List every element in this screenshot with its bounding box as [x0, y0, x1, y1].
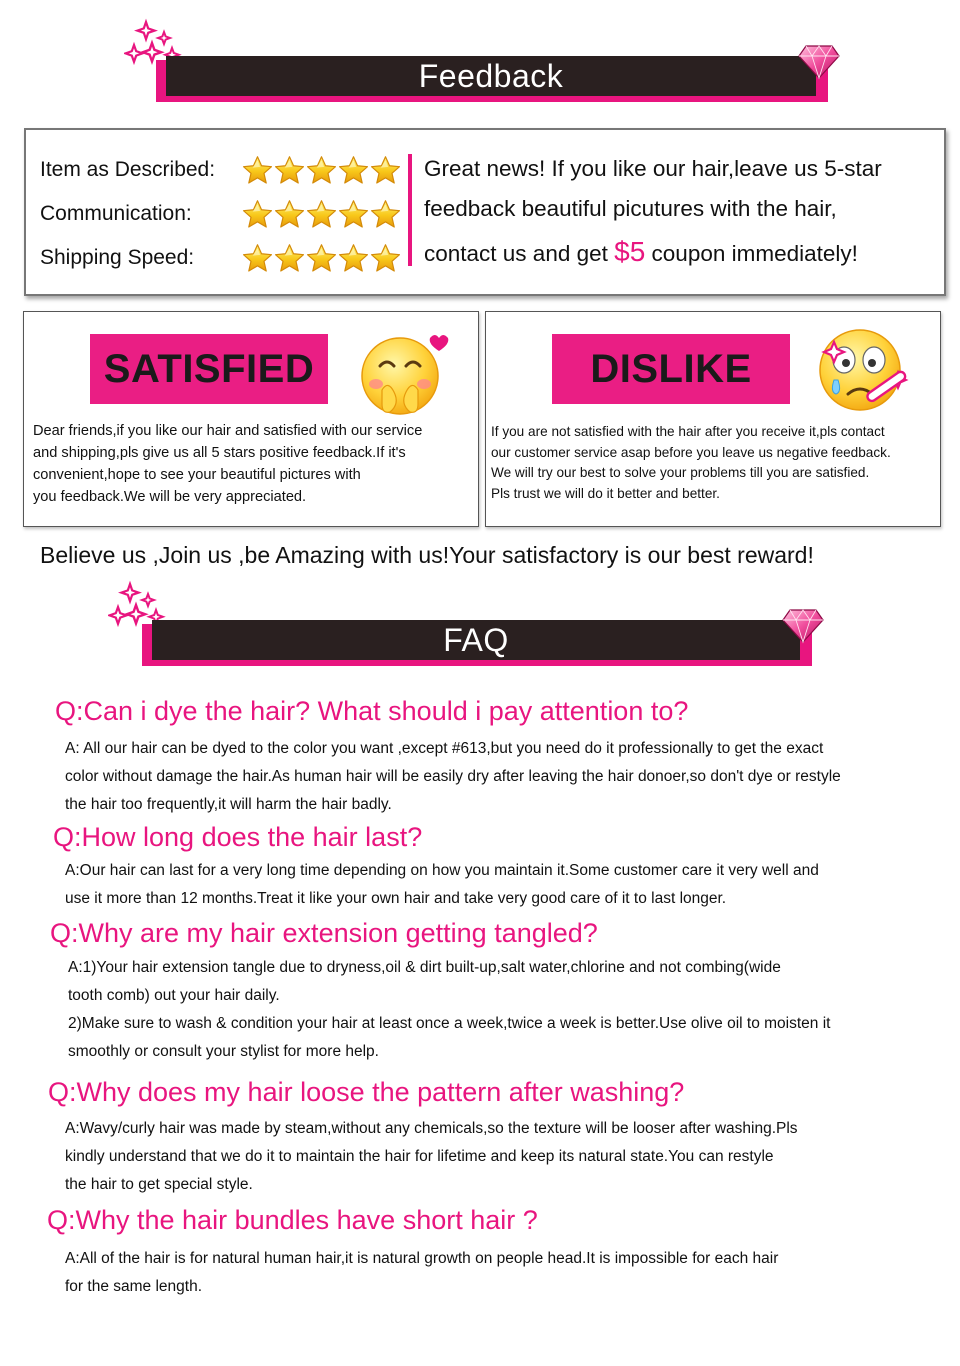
happy-emoji-icon — [352, 320, 452, 420]
diamond-icon — [782, 606, 824, 644]
star-rating — [242, 243, 401, 274]
feedback-banner — [0, 18, 960, 108]
star-rating — [242, 155, 401, 186]
answer-line: tooth comb) out your hair daily. — [68, 987, 280, 1004]
message-line: Dear friends,if you like our hair and satisfied with our service — [33, 423, 423, 439]
answer-line: color without damage the hair.As human hair will be easily dry after leaving the hair donoer,so don't dye or restyle — [65, 768, 841, 785]
star-icon — [338, 155, 369, 186]
banner-title: FAQ — [443, 621, 509, 658]
answer-line: A:Wavy/curly hair was made by steam,without any chemicals,so the texture will be looser after washing.Pls — [65, 1120, 798, 1137]
diamond-icon — [798, 42, 840, 80]
rating-row-shipping — [40, 240, 401, 276]
promo-line-3 — [424, 236, 858, 268]
faq-question: Q:Why does my hair loose the pattern after washing? — [48, 1077, 685, 1107]
faq-question: Q:Why the hair bundles have short hair ? — [47, 1205, 538, 1235]
star-icon — [306, 199, 337, 230]
slogan: Believe us ,Join us ,be Amazing with us!Your satisfactory is our best reward! — [40, 542, 814, 568]
message-line: our customer service asap before you leave us negative feedback. — [491, 444, 891, 460]
faq-answer — [65, 857, 819, 913]
banner-bar — [166, 56, 816, 96]
banner-title: Feedback — [418, 57, 564, 94]
rating-label: Shipping Speed: — [40, 246, 195, 269]
rating-row-item — [40, 152, 401, 188]
promo-line-2: feedback beautiful picutures with the hair, — [424, 196, 837, 221]
star-rating — [242, 199, 401, 230]
dislike-message — [491, 422, 891, 504]
answer-line: A: All our hair can be dyed to the color you want ,except #613,but you need do it professionally to get the exact — [65, 740, 824, 757]
answer-line: the hair too frequently,it will harm the hair badly. — [65, 796, 392, 813]
message-line: We will try our best to solve your problems till you are satisfied. — [491, 465, 870, 480]
star-icon — [242, 243, 273, 274]
rating-label: Communication: — [40, 202, 192, 225]
answer-line: A:Our hair can last for a very long time depending on how you maintain it.Some customer care it very well and — [65, 862, 819, 879]
star-icon — [338, 199, 369, 230]
star-icon — [370, 243, 401, 274]
faq-answer — [68, 954, 830, 1066]
star-icon — [306, 155, 337, 186]
message-line: you feedback.We will be very appreciated. — [33, 489, 307, 505]
rating-row-communication — [40, 196, 401, 232]
answer-line: 2)Make sure to wash & condition your hair at least once a week,twice a week is better.Use olive oil to moisten it — [68, 1015, 831, 1032]
promo-text: contact us and get — [424, 241, 615, 266]
star-icon — [370, 155, 401, 186]
answer-line: the hair to get special style. — [65, 1176, 253, 1193]
answer-line: A:All of the hair is for natural human hair,it is natural growth on people head.It is impossible for each hair — [65, 1250, 779, 1267]
star-icon — [274, 199, 305, 230]
faq-question: Q:How long does the hair last? — [53, 822, 423, 852]
faq-question: Q:Why are my hair extension getting tangled? — [50, 918, 598, 948]
pink-divider — [408, 154, 412, 266]
star-icon — [242, 199, 273, 230]
star-icon — [274, 243, 305, 274]
faq-banner — [0, 580, 960, 670]
satisfied-message — [33, 420, 422, 508]
answer-line: kindly understand that we do it to maintain the hair for lifetime and keep its natural state.You can restyle — [65, 1148, 774, 1165]
message-line: Pls trust we will do it better and better. — [491, 485, 720, 501]
promo-line-1: Great news! If you like our hair,leave us 5-star — [424, 156, 882, 181]
faq-answer — [65, 1115, 798, 1199]
message-line: and shipping,pls give us all 5 stars positive feedback.If it's — [33, 445, 406, 461]
star-icon — [242, 155, 273, 186]
dislike-tag-label: DISLIKE — [590, 346, 752, 391]
satisfied-tag — [90, 334, 328, 404]
ratings-box — [24, 128, 946, 296]
dislike-tag — [552, 334, 790, 404]
answer-line: A:1)Your hair extension tangle due to dryness,oil & dirt built-up,salt water,chlorine and not combing(wide — [68, 959, 781, 976]
star-icon — [306, 243, 337, 274]
answer-line: for the same length. — [65, 1278, 202, 1295]
faq-answer — [65, 735, 841, 819]
answer-line: smoothly or consult your stylist for more help. — [68, 1043, 379, 1060]
answer-line: use it more than 12 months.Treat it like your own hair and take very good care of it to last longer. — [65, 890, 727, 907]
star-icon — [338, 243, 369, 274]
faq-answer — [65, 1245, 778, 1301]
message-line: If you are not satisfied with the hair after you receive it,pls contact — [491, 424, 885, 439]
satisfied-tag-label: SATISFIED — [103, 346, 315, 391]
coupon-amount: $5 — [614, 236, 646, 267]
sad-emoji-icon — [804, 314, 916, 424]
rating-label: Item as Described: — [40, 158, 216, 181]
star-icon — [370, 199, 401, 230]
banner-bar — [152, 620, 800, 660]
star-icon — [274, 155, 305, 186]
faq-question: Q:Can i dye the hair? What should i pay attention to? — [55, 696, 689, 726]
satisfied-panel — [23, 311, 479, 527]
message-line: convenient,hope to see your beautiful pictures with — [33, 467, 361, 483]
dislike-panel — [485, 311, 941, 527]
promo-text: coupon immediately! — [645, 241, 858, 266]
